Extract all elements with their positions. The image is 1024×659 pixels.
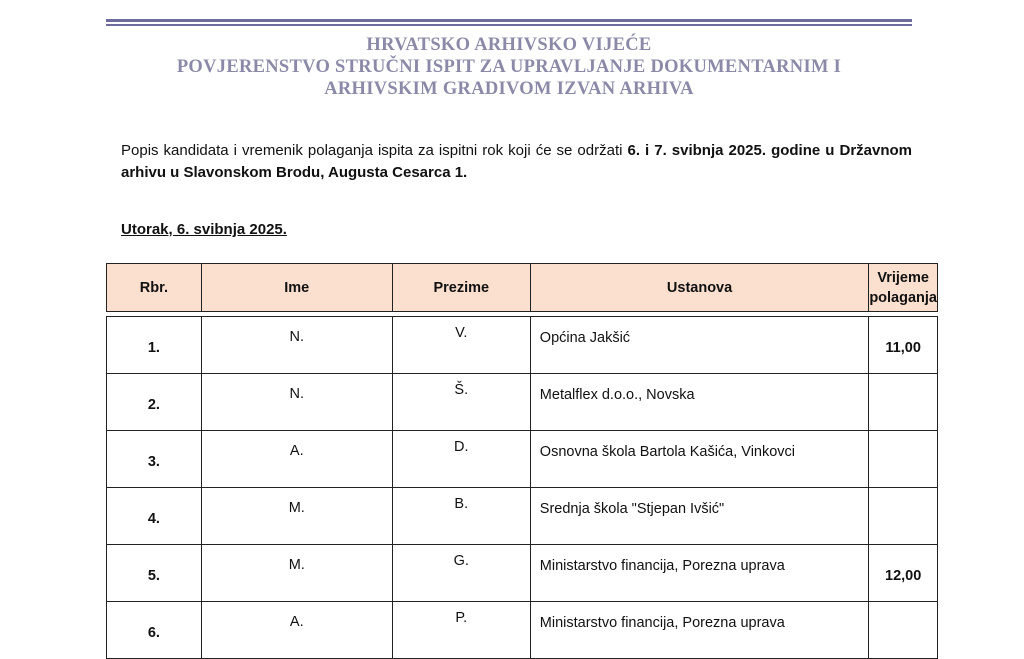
cell-ime: N. bbox=[201, 374, 392, 431]
cell-ustanova: Ministarstvo financija, Porezna uprava bbox=[530, 545, 869, 602]
cell-prezime: V. bbox=[392, 317, 530, 374]
table-row bbox=[107, 602, 938, 659]
header-ime: Ime bbox=[201, 264, 392, 312]
cell-vrijeme: 11,00 bbox=[869, 317, 938, 374]
cell-rbr: 1. bbox=[107, 317, 202, 374]
heading-line-1: HRVATSKO ARHIVSKO VIJEĆE bbox=[366, 35, 652, 55]
cell-ustanova: Metalflex d.o.o., Novska bbox=[530, 374, 869, 431]
cell-ime: N. bbox=[201, 317, 392, 374]
cell-prezime: D. bbox=[392, 431, 530, 488]
schedule-table bbox=[106, 263, 938, 659]
table-row bbox=[107, 545, 938, 602]
cell-ustanova: Općina Jakšić bbox=[530, 317, 869, 374]
header-vrijeme-line1: Vrijeme bbox=[877, 269, 929, 286]
intro-paragraph bbox=[121, 140, 912, 184]
cell-vrijeme: 12,00 bbox=[869, 545, 938, 602]
header-rule-top bbox=[106, 19, 912, 22]
cell-rbr: 3. bbox=[107, 431, 202, 488]
table-row bbox=[107, 374, 938, 431]
header-vrijeme bbox=[869, 264, 938, 312]
cell-ime: M. bbox=[201, 545, 392, 602]
cell-vrijeme bbox=[869, 602, 938, 659]
cell-rbr: 4. bbox=[107, 488, 202, 545]
table-row bbox=[107, 488, 938, 545]
table-header-row bbox=[107, 264, 938, 312]
header-prezime: Prezime bbox=[392, 264, 530, 312]
table-row bbox=[107, 431, 938, 488]
header-rule-bottom bbox=[106, 24, 912, 26]
cell-ime: A. bbox=[201, 431, 392, 488]
cell-vrijeme bbox=[869, 488, 938, 545]
cell-prezime: B. bbox=[392, 488, 530, 545]
cell-prezime: Š. bbox=[392, 374, 530, 431]
document-heading bbox=[106, 34, 912, 100]
heading-line-3: ARHIVSKIM GRADIVOM IZVAN ARHIVA bbox=[324, 79, 694, 99]
header-rbr: Rbr. bbox=[107, 264, 202, 312]
cell-prezime: G. bbox=[392, 545, 530, 602]
cell-vrijeme bbox=[869, 374, 938, 431]
intro-location: Državnom arhivu u Slavonskom Brodu, Augusta Cesarca 1. bbox=[121, 142, 913, 181]
cell-ustanova: Ministarstvo financija, Porezna uprava bbox=[530, 602, 869, 659]
cell-rbr: 6. bbox=[107, 602, 202, 659]
cell-vrijeme bbox=[869, 431, 938, 488]
heading-line-2: POVJERENSTVO STRUČNI ISPIT ZA UPRAVLJANJE DOKUMENTARNIM I bbox=[176, 57, 842, 77]
cell-ustanova: Osnovna škola Bartola Kašića, Vinkovci bbox=[530, 431, 869, 488]
cell-ustanova: Srednja škola "Stjepan Ivšić" bbox=[530, 488, 869, 545]
intro-dates: 6. i 7. svibnja 2025. godine u bbox=[627, 142, 835, 159]
cell-prezime: P. bbox=[392, 602, 530, 659]
cell-rbr: 2. bbox=[107, 374, 202, 431]
header-vrijeme-line2: polaganja bbox=[869, 289, 937, 306]
intro-text: Popis kandidata i vremenik polaganja ispita za ispitni rok koji će se održati bbox=[121, 142, 628, 159]
cell-ime: M. bbox=[201, 488, 392, 545]
table-row bbox=[107, 317, 938, 374]
cell-rbr: 5. bbox=[107, 545, 202, 602]
header-ustanova: Ustanova bbox=[530, 264, 869, 312]
cell-ime: A. bbox=[201, 602, 392, 659]
day-heading: Utorak, 6. svibnja 2025. bbox=[121, 221, 287, 238]
